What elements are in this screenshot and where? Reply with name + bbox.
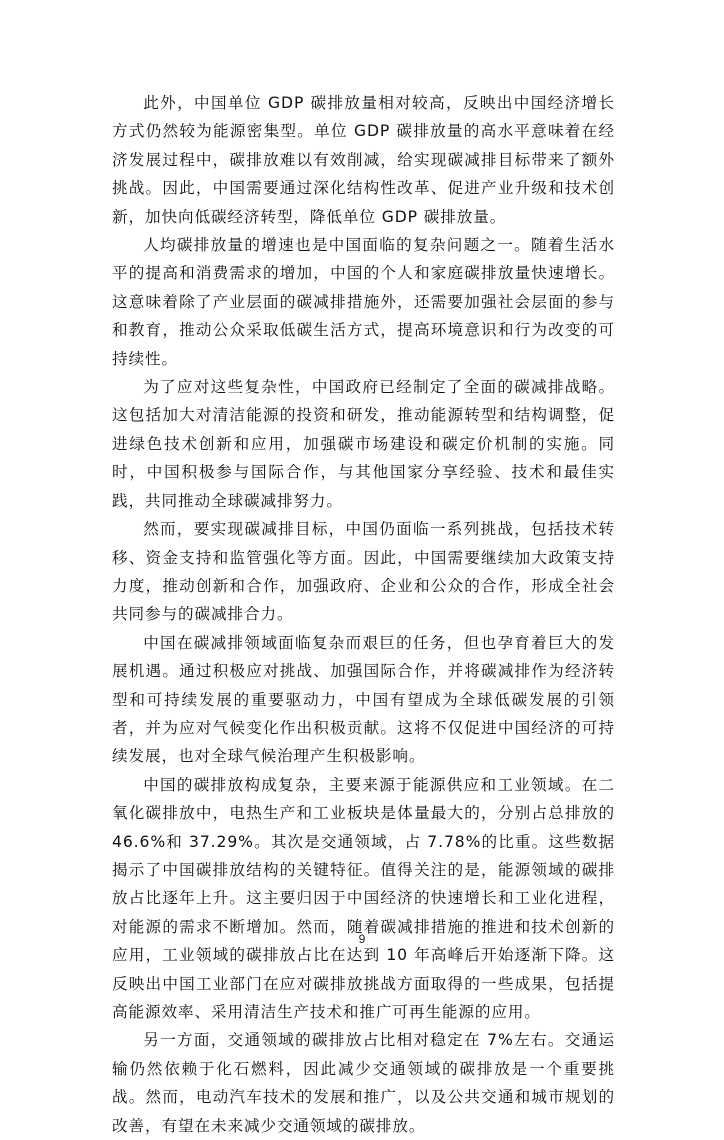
page-number: 9 — [358, 932, 366, 946]
paragraph-challenges: 然而，要实现碳减排目标，中国仍面临一系列挑战，包括技术转移、资金支持和监管强化等方面。因此，中国需要继续加大政策支持力度，推动创新和合作，加强政府、企业和公众的合作，形成全社会共同参与的碳减排合力。 — [112, 520, 615, 624]
paragraph-gdp-intensity: 此外，中国单位 GDP 碳排放量相对较高，反映出中国经济增长方式仍然较为能源密集型。单位 GDP 碳排放量的高水平意味着在经济发展过程中，碳排放难以有效削减，给实现碳减排目标带来了额外挑战。因此，中国需要通过深化结构性改革、促进产业升级和技术创新，加快向低碳经济转型，降低单位 GDP 碳排放量。 — [112, 94, 615, 226]
document-body — [112, 89, 615, 1140]
paragraph-government-strategy: 为了应对这些复杂性，中国政府已经制定了全面的碳减排战略。这包括加大对清洁能源的投资和研发，推动能源转型和结构调整，促进绿色技术创新和应用，加强碳市场建设和碳定价机制的实施。同时，中国积极参与国际合作，与其他国家分享经验、技术和最佳实践，共同推动全球碳减排努力。 — [112, 378, 615, 510]
paragraph-emission-structure: 中国的碳排放构成复杂，主要来源于能源供应和工业领域。在二氧化碳排放中，电热生产和工业板块是体量最大的，分别占总排放的 46.6%和 37.29%。其次是交通领域，占 7.78%的比重。这些数据揭示了中国碳排放结构的关键特征。值得关注的是，能源领域的碳排放占比逐年上升。这主要归因于中国经济的快速增长和工业化进程，对能源的需求不断增加。然而，随着碳减排措施的推进和技术创新的应用，工业领域的碳排放占比在达到 10 年高峰后开始逐渐下降。这反映出中国工业部门在应对碳排放挑战方面取得的一些成果，包括提高能源效率、采用清洁生产技术和推广可再生能源的应用。 — [112, 775, 615, 1021]
paragraph-opportunities: 中国在碳减排领域面临复杂而艰巨的任务，但也孕育着巨大的发展机遇。通过积极应对挑战、加强国际合作，并将碳减排作为经济转型和可持续发展的重要驱动力，中国有望成为全球低碳发展的引领者，并为应对气候变化作出积极贡献。这将不仅促进中国经济的可持续发展，也对全球气候治理产生积极影响。 — [112, 633, 615, 766]
paragraph-per-capita-emissions: 人均碳排放量的增速也是中国面临的复杂问题之一。随着生活水平的提高和消费需求的增加，中国的个人和家庭碳排放量快速增长。这意味着除了产业层面的碳减排措施外，还需要加强社会层面的参与和教育，推动公众采取低碳生活方式，提高环境意识和行为改变的可持续性。 — [112, 236, 615, 368]
paragraph-transport-sector: 另一方面，交通领域的碳排放占比相对稳定在 7%左右。交通运输仍然依赖于化石燃料，因此减少交通领域的碳排放是一个重要挑战。然而，电动汽车技术的发展和推广，以及公共交通和城市规划的改善，有望在未来减少交通领域的碳排放。 — [112, 1031, 615, 1135]
